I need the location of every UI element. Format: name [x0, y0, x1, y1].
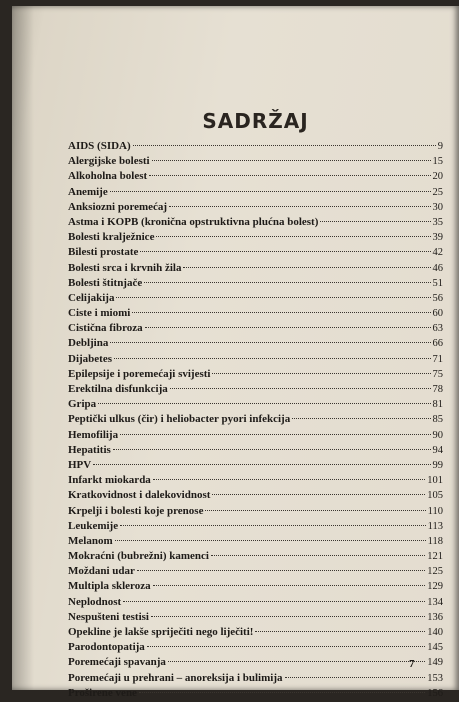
toc-entry — [68, 322, 443, 337]
toc-entry-page: 56 — [432, 292, 443, 304]
table-of-contents — [68, 140, 443, 702]
toc-entry-label: Poremećaji spavanja — [68, 656, 166, 669]
dot-leader — [285, 677, 426, 678]
toc-entry-label: Astma i KOPB (kronična opstruktivna plućna bolest) — [68, 215, 319, 228]
toc-entry-page: 136 — [427, 611, 443, 623]
toc-entry-label: Proširene vene — [68, 686, 137, 699]
toc-entry-label: Cistična fibroza — [68, 322, 143, 335]
page-title: SADRŽAJ — [202, 109, 309, 133]
toc-entry — [68, 429, 443, 444]
toc-entry-label: Alergijske bolesti — [68, 155, 150, 168]
toc-entry-label: Multipla skleroza — [68, 580, 151, 593]
toc-entry — [68, 626, 443, 641]
toc-entry-label: Parodontopatija — [68, 641, 145, 654]
toc-entry-label: Moždani udar — [68, 565, 135, 578]
toc-entry-label: Kratkovidnost i dalekovidnost — [68, 489, 211, 502]
toc-entry-page: 90 — [432, 429, 443, 441]
toc-entry — [68, 580, 443, 595]
toc-entry — [68, 277, 443, 292]
toc-entry-page: 75 — [432, 368, 443, 380]
toc-entry — [68, 687, 443, 702]
toc-entry-label: Peptički ulkus (čir) i heliobacter pyori infekcija — [68, 413, 291, 426]
dot-leader — [183, 267, 430, 268]
toc-entry-page: 101 — [427, 475, 443, 487]
toc-entry — [68, 474, 443, 489]
toc-entry-label: Hepatitis — [68, 443, 111, 456]
book-page — [12, 6, 459, 699]
toc-entry — [68, 231, 443, 246]
dot-leader — [114, 358, 431, 359]
toc-entry — [68, 656, 443, 671]
toc-entry-page: 81 — [432, 399, 443, 411]
dot-leader — [145, 327, 431, 328]
toc-entry-page: 153 — [427, 672, 443, 684]
toc-entry — [68, 307, 443, 322]
dot-leader — [133, 145, 436, 146]
toc-entry-page: 35 — [432, 216, 443, 228]
toc-entry-page: 99 — [432, 459, 443, 471]
toc-entry-label: Debljina — [68, 337, 109, 350]
toc-entry-page: 113 — [427, 520, 443, 532]
dot-leader — [211, 555, 425, 556]
toc-entry — [68, 140, 443, 155]
dot-leader — [120, 434, 430, 435]
toc-entry-label: Epilepsije i poremećaji svijesti — [68, 367, 211, 380]
dot-leader — [139, 692, 425, 693]
toc-entry-label: Gripa — [68, 398, 97, 411]
dot-leader — [212, 494, 425, 495]
dot-leader — [132, 312, 430, 313]
toc-entry-label: Bolesti kralježnice — [68, 231, 155, 244]
dot-leader — [292, 418, 430, 419]
toc-entry-page: 145 — [427, 642, 443, 654]
toc-entry — [68, 353, 443, 368]
dot-leader — [147, 646, 425, 647]
toc-entry-page: 25 — [432, 186, 443, 198]
toc-entry-label: Poremećaji u prehrani – anoreksija i bulimija — [68, 671, 283, 684]
dot-leader — [149, 175, 430, 176]
toc-entry-page: 110 — [427, 505, 443, 517]
toc-entry — [68, 413, 443, 428]
dot-leader — [93, 464, 430, 465]
dot-leader — [151, 616, 425, 617]
dot-leader — [153, 479, 425, 480]
toc-entry-page: 39 — [432, 232, 443, 244]
toc-entry — [68, 383, 443, 398]
dot-leader — [255, 631, 425, 632]
toc-entry — [68, 611, 443, 626]
dot-leader — [123, 601, 425, 602]
toc-entry-page: 71 — [432, 353, 443, 365]
toc-entry-label: Krpelji i bolesti koje prenose — [68, 504, 204, 517]
dot-leader — [205, 510, 425, 511]
toc-entry-label: Nespušteni testisi — [68, 610, 149, 623]
toc-entry — [68, 535, 443, 550]
toc-entry-label: Opekline je lakše spriječiti nego liječiti! — [68, 626, 254, 638]
toc-entry-label: Melanom — [68, 534, 113, 547]
toc-entry — [68, 596, 443, 611]
toc-entry-label: Alkoholna bolest — [68, 170, 148, 183]
dot-leader — [110, 191, 431, 192]
toc-entry — [68, 186, 443, 201]
toc-entry-page: 149 — [427, 657, 443, 669]
toc-entry-page: 9 — [437, 141, 443, 152]
toc-entry-page: 66 — [432, 338, 443, 350]
toc-entry-label: Mokraćni (bubrežni) kamenci — [68, 550, 209, 563]
toc-entry — [68, 246, 443, 261]
toc-entry — [68, 262, 443, 277]
toc-entry-label: Neplodnost — [68, 595, 122, 608]
dot-leader — [98, 403, 430, 404]
toc-entry-page: 51 — [432, 277, 443, 289]
toc-entry-page: 46 — [432, 262, 443, 274]
toc-entry-page: 60 — [432, 308, 443, 320]
toc-entry — [68, 565, 443, 580]
toc-entry — [68, 216, 443, 231]
dot-leader — [156, 236, 430, 237]
toc-entry-label: Infarkt miokarda — [68, 474, 151, 487]
toc-entry-label: Erektilna disfunkcija — [68, 383, 168, 395]
toc-entry-label: Ciste i miomi — [68, 307, 131, 320]
toc-entry-page: 105 — [427, 490, 443, 502]
toc-entry — [68, 292, 443, 307]
toc-entry-page: 140 — [427, 627, 443, 638]
toc-entry — [68, 368, 443, 383]
dot-leader — [320, 221, 430, 222]
toc-entry-label: AIDS (SIDA) — [68, 140, 131, 152]
dot-leader — [113, 449, 431, 450]
dot-leader — [115, 540, 426, 541]
toc-entry-page: 30 — [432, 201, 443, 213]
dot-leader — [137, 570, 425, 571]
dot-leader — [170, 388, 431, 389]
toc-entry-label: Anemije — [68, 185, 108, 198]
toc-entry-label: Celijakija — [68, 291, 115, 304]
dot-leader — [140, 251, 430, 252]
toc-entry — [68, 672, 443, 687]
dot-leader — [144, 282, 430, 283]
toc-entry — [68, 641, 443, 656]
toc-entry-page: 134 — [427, 596, 443, 608]
toc-entry-page: 20 — [432, 171, 443, 183]
toc-entry-label: Hemofilija — [68, 428, 119, 441]
dot-leader — [168, 661, 425, 662]
toc-entry-label: Leukemije — [68, 519, 119, 532]
toc-entry — [68, 170, 443, 185]
toc-entry-page: 125 — [427, 566, 443, 578]
toc-entry-page: 156 — [427, 687, 443, 699]
toc-entry-page: 85 — [432, 414, 443, 426]
dot-leader — [152, 160, 431, 161]
toc-entry-page: 118 — [427, 535, 443, 547]
dot-leader — [110, 342, 430, 343]
dot-leader — [153, 585, 426, 586]
toc-entry — [68, 520, 443, 535]
toc-entry-label: HPV — [68, 458, 92, 471]
dot-leader — [169, 206, 430, 207]
toc-entry — [68, 489, 443, 504]
toc-entry-page: 121 — [427, 551, 443, 563]
toc-entry — [68, 444, 443, 459]
toc-entry-label: Anksiozni poremećaj — [68, 200, 168, 213]
toc-entry-label: Dijabetes — [68, 352, 112, 365]
dot-leader — [120, 525, 426, 526]
toc-entry — [68, 337, 443, 352]
toc-entry-page: 63 — [432, 323, 443, 335]
toc-entry-page: 15 — [432, 156, 443, 168]
toc-entry — [68, 505, 443, 520]
toc-entry-page: 78 — [432, 384, 443, 395]
toc-entry — [68, 459, 443, 474]
dot-leader — [116, 297, 430, 298]
dot-leader — [212, 373, 430, 374]
toc-entry — [68, 201, 443, 216]
toc-entry — [68, 398, 443, 413]
toc-entry-page: 129 — [427, 581, 443, 593]
toc-entry-label: Bolesti srca i krvnih žila — [68, 261, 182, 274]
toc-entry-page: 94 — [432, 444, 443, 456]
toc-entry — [68, 155, 443, 170]
toc-entry — [68, 550, 443, 565]
page-number: 7 — [409, 658, 415, 670]
toc-entry-label: Bolesti štitnjače — [68, 276, 143, 289]
toc-entry-label: Bilesti prostate — [68, 246, 139, 259]
toc-entry-page: 42 — [432, 247, 443, 259]
